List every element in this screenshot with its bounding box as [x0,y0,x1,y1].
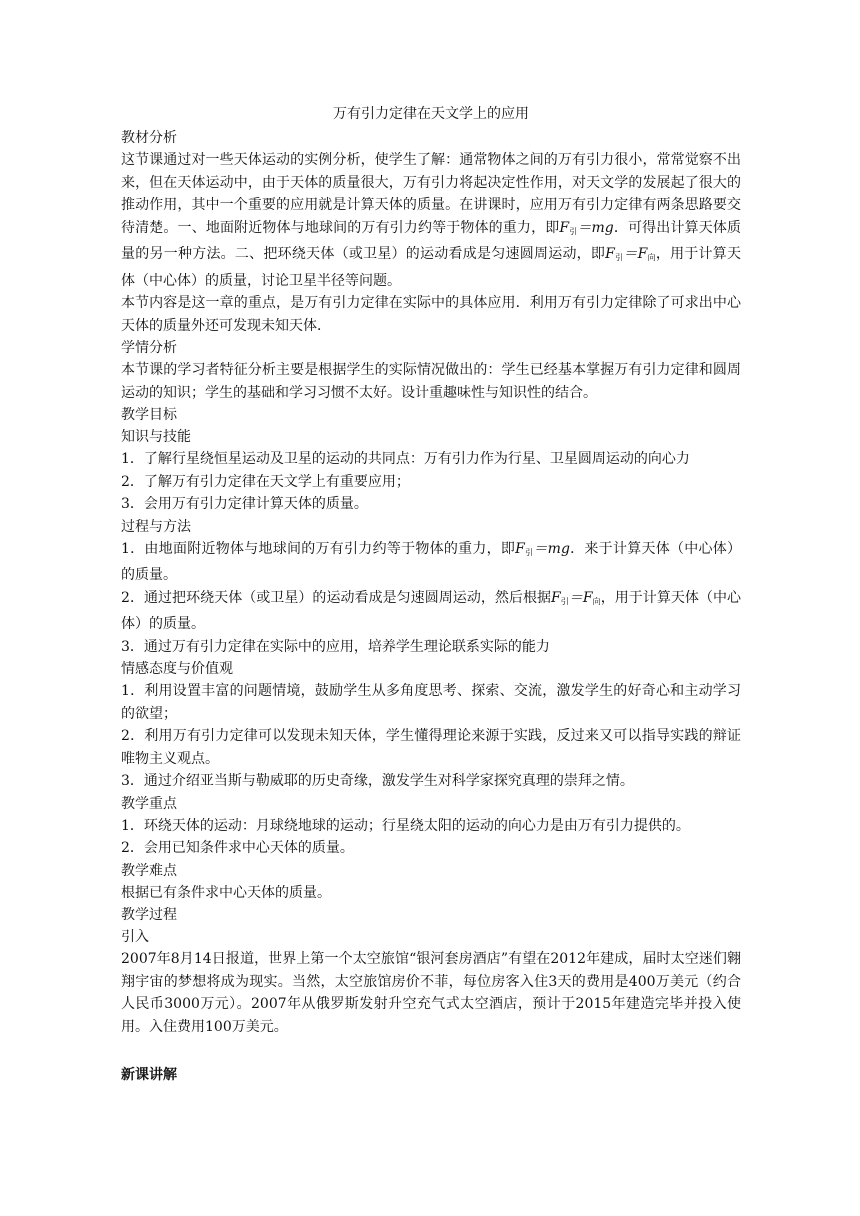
emotion-item-3: 3．通过介绍亚当斯与勒威耶的历史奇缘，激发学生对科学家探究真理的崇拜之情。 [121,773,634,789]
key-item-2: 2．会用已知条件求中心天体的质量。 [121,840,354,856]
formula-force: $F_引=mg$ [559,219,614,236]
intro-paragraph: 2007年8月14日报道，世界上第一个太空旅馆“银河套房酒店”有望在2012年建成，届时太空迷们翱翔宇宙的梦想将成为现实。当然，太空旅馆房价不菲，每位房客入住3天的费用是400万美元（约合人民币3000万元）。2007年从俄罗斯发射升空充气式太空酒店，预计于2015年建造完毕并投入使用。入住费用100万美元。 [121,951,741,1035]
analysis-paragraph-2: 本节内容是这一章的重点，是万有引力定律在实际中的具体应用．利用万有引力定律除了可求出中心天体的质量外还可发现未知天体． [121,295,741,334]
formula-centripetal: $F_引=F_向$ [605,246,656,262]
emotion-item-1: 1．利用设置丰富的问题情境，鼓励学生从多角度思考、探索、交流，激发学生的好奇心和主动学习的欲望； [121,683,741,722]
section-heading-goals: 教学目标 [121,407,177,423]
analysis-text-c: ，用于计算天体（中心体）的质量，讨论卫星半径等问题。 [121,246,742,289]
document-title: 万有引力定律在天文学上的应用 [333,106,529,122]
emotion-item-2: 2．利用万有引力定律可以发现未知天体，学生懂得理论来源于实践，反过来又可以指导实践的辩证唯物主义观点。 [121,728,741,767]
formula-gravity: $F_引=mg$ [515,540,570,557]
subheading-emotion: 情感态度与价值观 [121,661,233,677]
analysis-text-b: ．可得出计算天体质量的另一种方法。二、把环绕天体（或卫星）的运动看成是匀速圆周运动，即 [121,219,742,262]
knowledge-item-2: 2．了解万有引力定律在天文学上有重要应用； [121,473,410,490]
section-heading-new-lesson: 新课讲解 [121,1067,177,1083]
subheading-intro: 引入 [121,929,149,945]
subheading-knowledge: 知识与技能 [121,429,191,445]
key-item-1: 1．环绕天体的运动：月球绕地球的运动；行星绕太阳的运动的向心力是由万有引力提供的。 [121,817,690,834]
document-page [121,103,741,1086]
analysis-paragraph-1 [121,149,741,292]
formula-centripetal-2: $F_引=F_向$ [551,589,601,606]
difficulty-paragraph: 根据已有条件求中心天体的质量。 [121,884,331,901]
section-heading-student: 学情分析 [121,340,177,356]
section-heading-difficulty: 教学难点 [121,862,177,879]
analysis-text-a: 这节课通过对一些天体运动的实例分析，使学生了解：通常物体之间的万有引力很小，常常觉察不出来，但在天体运动中，由于天体的质量很大，万有引力将起决定性作用，对天文学的发展起了很大的推动作用，其中一个重要的应用就是计算天体的质量。在讲课时，应用万有引力定律有两条思路要交待清楚。一、地面附近物体与地球间的万有引力约等于物体的重力，即 [121,152,741,236]
student-paragraph: 本节课的学习者特征分析主要是根据学生的实际情况做出的：学生已经基本掌握万有引力定律和圆周运动的知识；学生的基础和学习习惯不太好。设计重趣味性与知识性的结合。 [121,362,741,401]
section-heading-analysis: 教材分析 [121,130,177,146]
section-heading-key: 教学重点 [121,795,177,812]
knowledge-item-3: 3．会用万有引力定律计算天体的质量。 [121,496,368,512]
subheading-process: 过程与方法 [121,518,191,535]
process-item-1: 1．由地面附近物体与地球间的万有引力约等于物体的重力，即$F_引=mg$．来于计算天体（中心体）的质量。 [121,540,742,583]
section-heading-procedure: 教学过程 [121,907,177,923]
knowledge-item-1: 1．了解行星绕恒星运动及卫星的运动的共同点：万有引力作为行星、卫星圆周运动的向心力 [121,451,690,467]
process-item-2: 2．通过把环绕天体（或卫星）的运动看成是匀速圆周运动，然后根据$F_引=F_向$，用于计算天体（中心体）的质量。 [121,589,742,632]
process-item-3: 3．通过万有引力定律在实际中的应用，培养学生理论联系实际的能力 [121,638,550,655]
